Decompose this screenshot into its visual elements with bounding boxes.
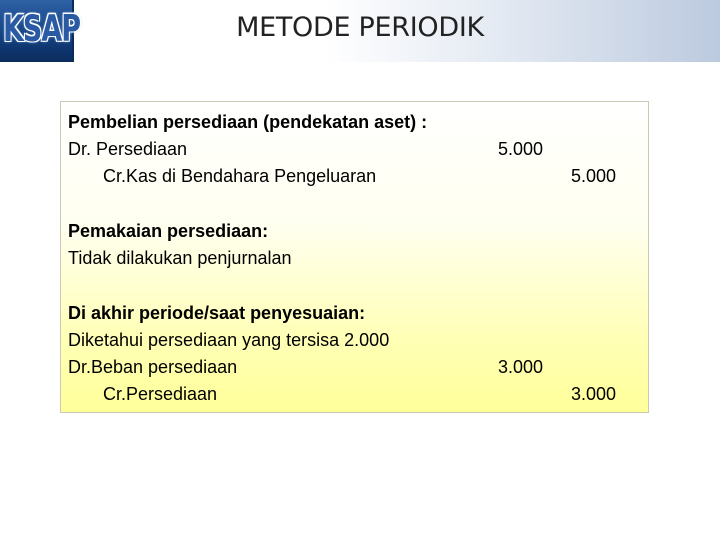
debit-amount-adjustment: 3.000 — [498, 357, 544, 377]
section-heading-usage: Pemakaian persediaan: — [68, 221, 269, 241]
ksap-logo — [0, 0, 81, 62]
credit-amount-adjustment: 3.000 — [571, 384, 617, 404]
logo-text: KSAP — [3, 8, 81, 51]
journal-content-box — [60, 101, 649, 413]
credit-account-purchase: Cr.Kas di Bendahara Pengeluaran — [103, 166, 377, 186]
debit-amount-purchase: 5.000 — [498, 139, 544, 159]
credit-account-adjustment: Cr.Persediaan — [103, 384, 218, 404]
debit-account-adjustment: Dr.Beban persediaan — [68, 357, 238, 377]
debit-account-purchase: Dr. Persediaan — [68, 139, 188, 159]
usage-note: Tidak dilakukan penjurnalan — [68, 248, 292, 268]
page-title: METODE PERIODIK — [236, 12, 484, 43]
adjustment-note: Diketahui persediaan yang tersisa 2.000 — [68, 330, 390, 350]
credit-amount-purchase: 5.000 — [571, 166, 617, 186]
section-heading-purchase: Pembelian persediaan (pendekatan aset) : — [68, 112, 428, 132]
section-heading-adjustment: Di akhir periode/saat penyesuaian: — [68, 303, 366, 323]
